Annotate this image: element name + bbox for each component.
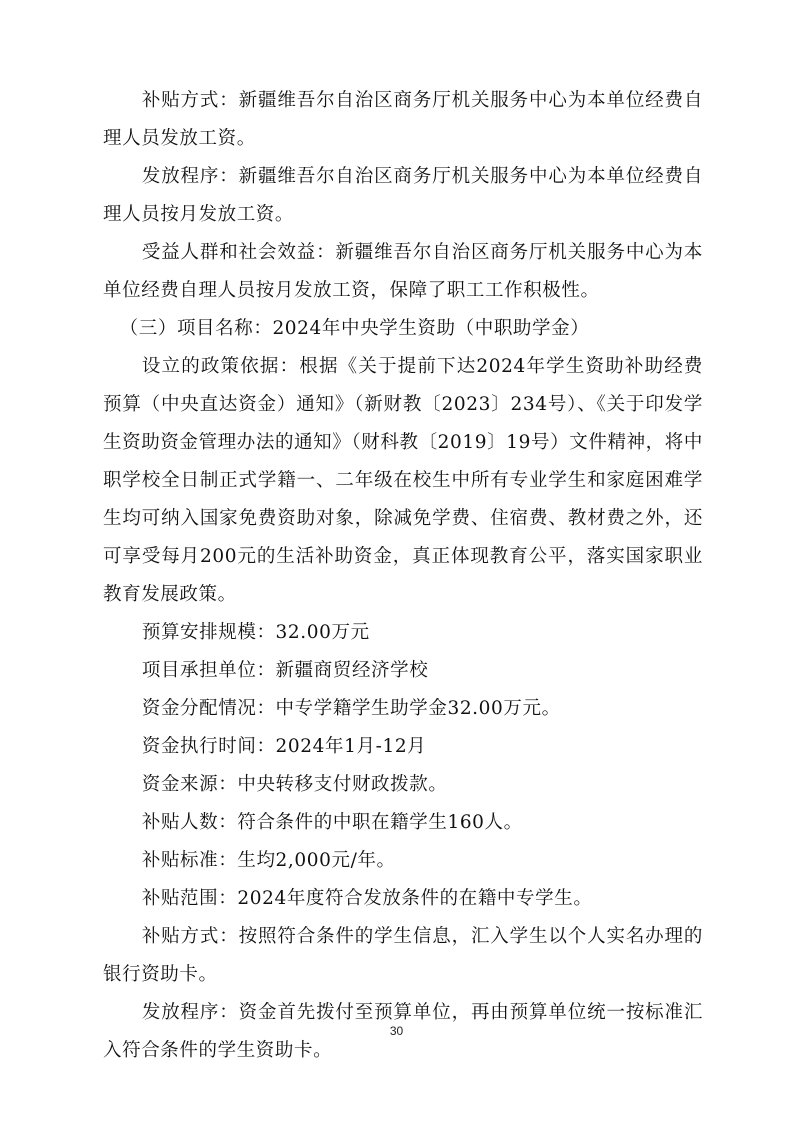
paragraph-budget-scale: 预算安排规模：32.00万元 [141, 622, 370, 643]
paragraph-subsidy-standard: 补贴标准：生均2,000元/年。 [141, 850, 396, 871]
paragraph-distribution-procedure-1: 发放程序：新疆维吾尔自治区商务厅机关服务中心为本单位经费自理人员按月发放工资。 [103, 166, 703, 225]
paragraph-subsidy-count: 补贴人数：符合条件的中职在籍学生160人。 [141, 812, 523, 833]
paragraph-policy-basis: 设立的政策依据：根据《关于提前下达2024年学生资助补助经费预算（中央直达资金）通知》（新财教〔2023〕234号）、《关于印发学生资助资金管理办法的通知》（财科教〔2019〕19号）文件精神，将中职学校全日制正式学籍一、二年级在校生中所有专业学生和家庭困难学生均可纳入国家免费资助对象，除减免学费、住宿费、教材费之外，还可享受每月200元的生活补助资金，真正体现教育公平，落实国家职业教育发展政策。 [103, 356, 703, 605]
paragraph-fund-allocation: 资金分配情况：中专学籍学生助学金32.00万元。 [141, 698, 561, 719]
page-body [103, 82, 703, 1070]
paragraph-subsidy-method-1: 补贴方式：新疆维吾尔自治区商务厅机关服务中心为本单位经费自理人员发放工资。 [103, 90, 703, 149]
paragraph-distribution-procedure-2: 发放程序：资金首先拨付至预算单位，再由预算单位统一按标准汇入符合条件的学生资助卡。 [103, 1002, 703, 1061]
paragraph-fund-source: 资金来源：中央转移支付财政拨款。 [141, 774, 448, 795]
paragraph-beneficiaries: 受益人群和社会效益：新疆维吾尔自治区商务厅机关服务中心为本单位经费自理人员按月发放工资，保障了职工工作积极性。 [103, 242, 703, 301]
section-heading-project-3: （三）项目名称：2024年中央学生资助（中职助学金） [119, 318, 590, 339]
paragraph-execution-time: 资金执行时间：2024年1月-12月 [141, 736, 427, 757]
paragraph-subsidy-scope: 补贴范围：2024年度符合发放条件的在籍中专学生。 [141, 888, 593, 909]
paragraph-subsidy-method-2: 补贴方式：按照符合条件的学生信息，汇入学生以个人实名办理的银行资助卡。 [103, 926, 703, 985]
paragraph-undertaking-unit: 项目承担单位：新疆商贸经济学校 [141, 660, 429, 681]
page-number: 30 [389, 1024, 404, 1038]
